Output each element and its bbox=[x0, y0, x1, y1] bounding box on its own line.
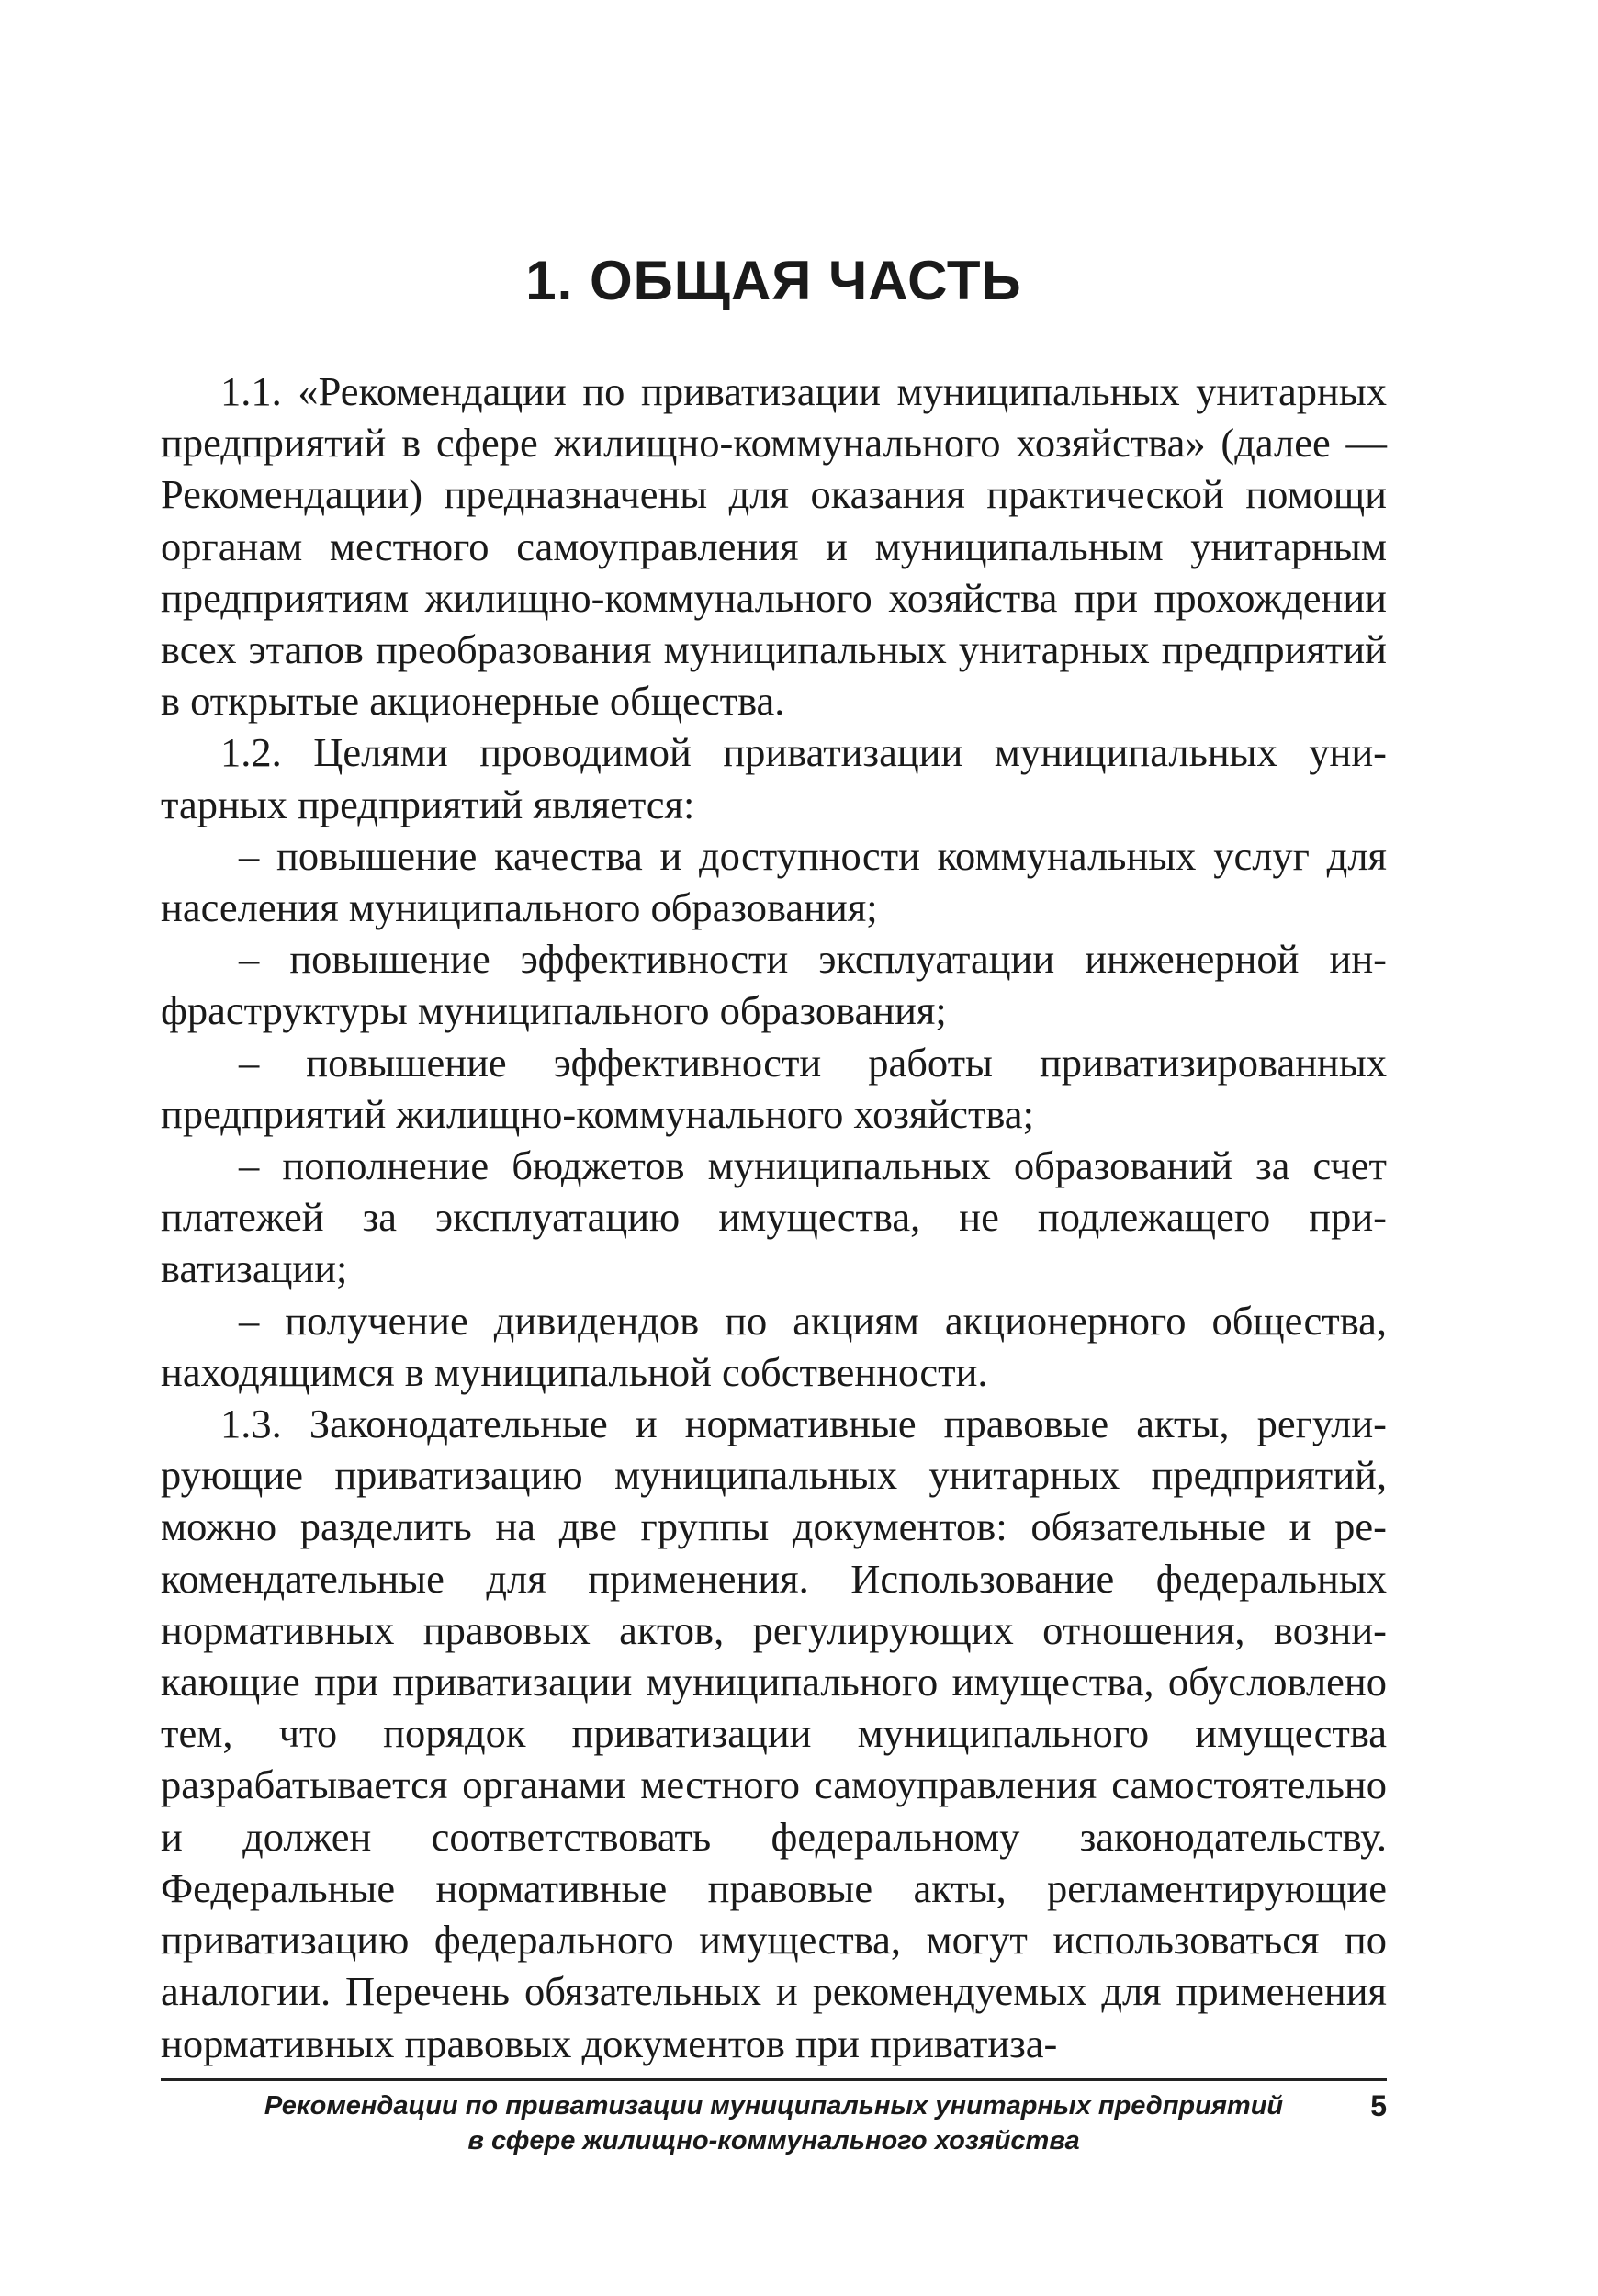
paragraph-1-1: 1.1. «Рекомендации по приватизации муниципальных унитарных предприятий в сфере жилищно-коммунального хозяйства» (далее — Рекомендации) предназначены для оказания практической помощи органам местного самоуправления и муниципальным унитарным предприятиям жилищно-коммунального хозяйства при прохождении всех этапов преобразования муниципальных унитарных предприятий в открытые акционерные общества. bbox=[161, 368, 1387, 725]
goal-item-infrastructure: – повышение эффективности эксплуатации инженерной инфраструктуры муниципального образования; bbox=[161, 936, 1387, 1034]
page-number: 5 bbox=[1370, 2089, 1387, 2122]
footer-line-1: Рекомендации по приватизации муниципальных унитарных предприятий bbox=[264, 2091, 1284, 2121]
goal-item-quality: – повышение качества и доступности коммунальных услуг для населения муниципального образования; bbox=[161, 832, 1387, 931]
body-text bbox=[161, 366, 1387, 2069]
running-footer bbox=[161, 2088, 1387, 2158]
paragraph-1-3: 1.3. Законодательные и нормативные правовые акты, регулирующие приватизацию муниципальных унитарных предприятий, можно разделить на две группы документов: обязательные и рекомендательные для применения. Использование федеральных нормативных правовых актов, регулирующих отношения, возникающие при приватизации муниципального имущества, обусловлено тем, что порядок приватизации муниципального имущества разрабатывается органами местного самоуправления самостоятельно и должен соответствовать федеральному законодательству. Федеральные нормативные правовые акты, регламентирующие приватизацию федерального имущества, могут использоваться по аналогии. Перечень обязательных и рекомендуемых для применения нормативных правовых документов при приватиза- bbox=[161, 1401, 1387, 2066]
footer-divider bbox=[161, 2078, 1387, 2081]
goal-item-efficiency: – повышение эффективности работы приватизированных предприятий жилищно-коммунального хозяйства; bbox=[161, 1039, 1387, 1137]
goal-item-dividends: – получение дивидендов по акциям акционерного общества, находящимся в муниципальной собственности. bbox=[161, 1297, 1387, 1395]
section-title: 1. ОБЩАЯ ЧАСТЬ bbox=[525, 250, 1022, 311]
footer-line-2: в сфере жилищно-коммунального хозяйства bbox=[467, 2126, 1080, 2155]
paragraph-1-2: 1.2. Целями проводимой приватизации муниципальных унитарных предприятий является: bbox=[161, 729, 1387, 827]
goal-item-budgets: – пополнение бюджетов муниципальных образований за счет платежей за эксплуатацию имущества, не подлежащего приватизации; bbox=[161, 1142, 1387, 1292]
